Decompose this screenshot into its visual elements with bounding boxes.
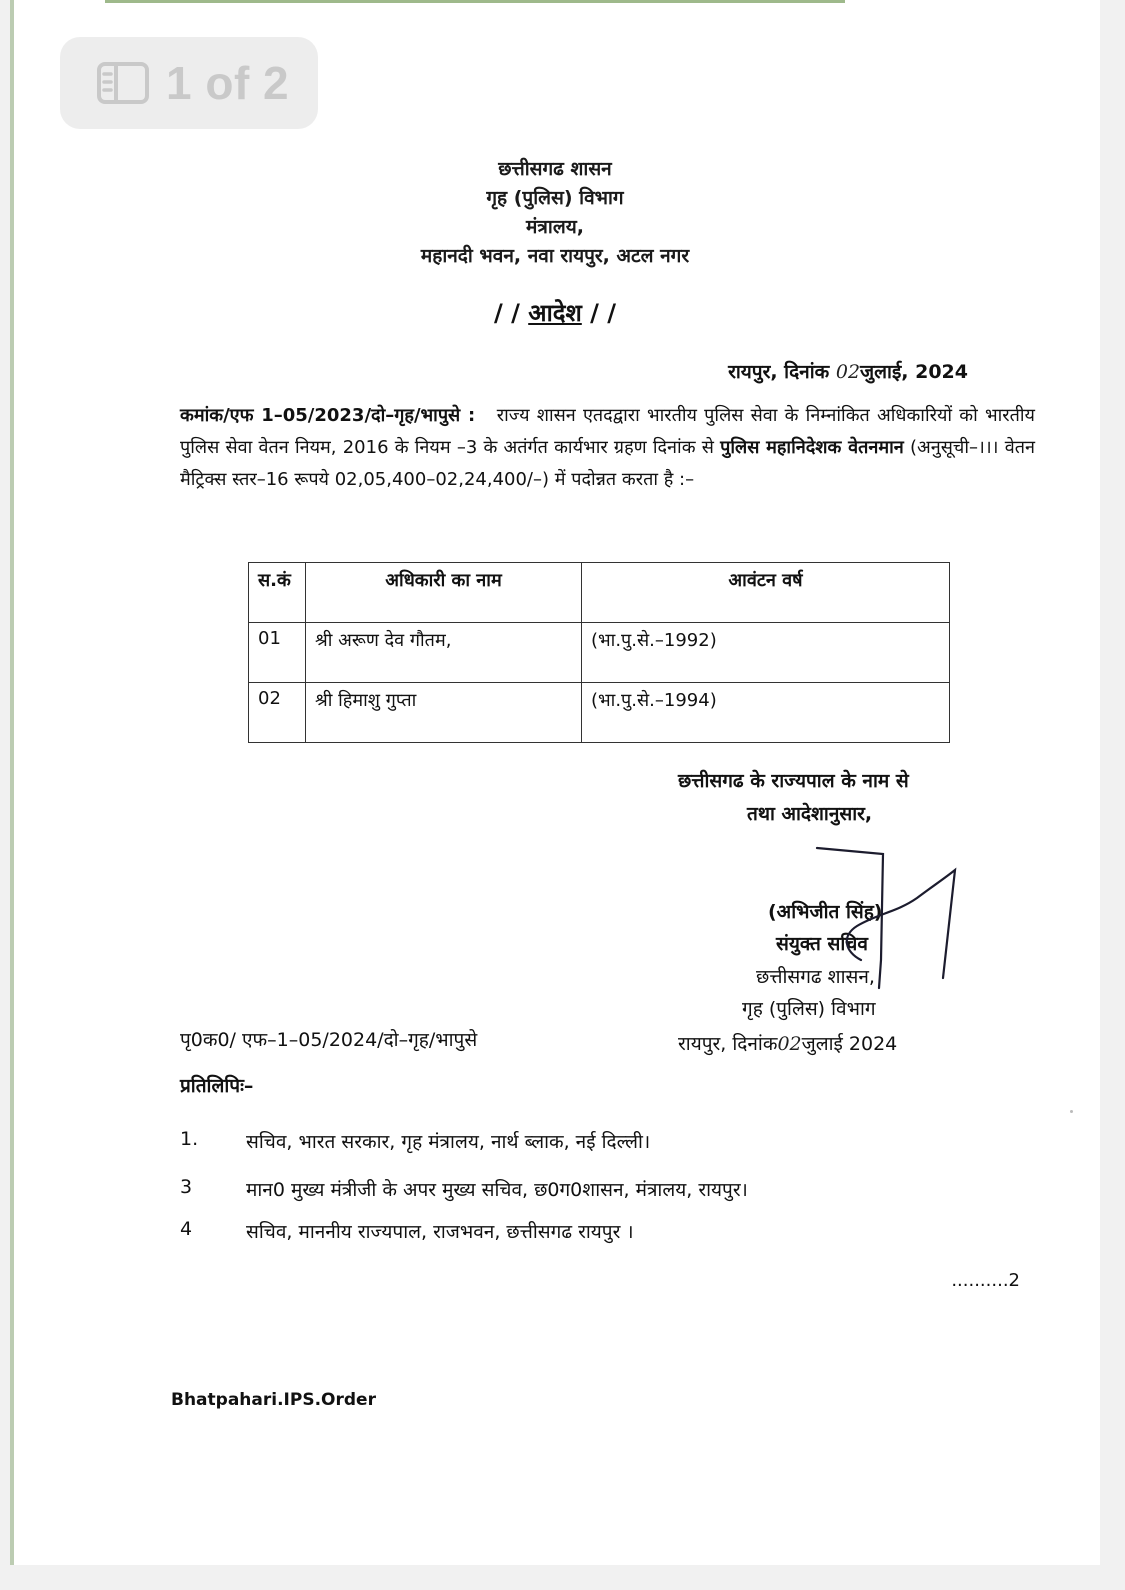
continued-marker: ..........2: [951, 1270, 1020, 1291]
handwritten-date: 02: [835, 361, 861, 383]
cell-year: (भा.पु.से.–1992): [582, 623, 950, 683]
page-indicator-text: 1 of 2: [166, 57, 290, 109]
signatory-designation: संयुक्त सचिव: [776, 933, 868, 955]
authority-line-1: छत्तीसगढ के राज्यपाल के नाम से: [678, 770, 909, 792]
order-ref-number: कमांक/एफ 1–05/2023/दो–गृह/भापुसे :: [180, 405, 476, 426]
cell-sn: 02: [249, 683, 306, 743]
document-page: [10, 0, 1100, 1565]
header-department: गृह (पुलिस) विभाग: [486, 187, 624, 209]
page-indicator[interactable]: [60, 37, 318, 129]
order-title: / / आदेश / /: [493, 299, 617, 327]
signatory-org: छत्तीसगढ शासन,: [756, 966, 875, 988]
table-row: [249, 623, 950, 683]
order-body: कमांक/एफ 1–05/2023/दो–गृह/भापुसे : राज्य शासन एतदद्वारा भारतीय पुलिस सेवा के निम्नांकित अधिकारियों को भारतीय पुलिस सेवा वेतन नियम, 2016 के नियम –3 के अतंर्गत कार्यभार ग्रहण दिनांक से पुलिस महानिदेशक वेतनमान (अनुसूची–।।। वेतन मैट्रिक्स स्तर–16 रूपये 02,05,400–02,24,400/–) में पदोन्नत करता है :–: [180, 405, 1035, 490]
signatory-dept: गृह (पुलिस) विभाग: [742, 998, 876, 1020]
cell-name: श्री हिमाशु गुप्ता: [306, 683, 582, 743]
cell-year: (भा.पु.से.–1994): [582, 683, 950, 743]
header-address: महानदी भवन, नवा रायपुर, अटल नगर: [420, 245, 690, 267]
copy-to-label: प्रतिलिपिः–: [180, 1075, 254, 1097]
signatory-name: (अभिजीत सिंह): [768, 901, 883, 923]
col-header-sn: स.कं: [249, 563, 306, 623]
authority-line-2: तथा आदेशानुसार,: [747, 803, 873, 825]
table-header-row: [249, 563, 950, 623]
cell-name: श्री अरूण देव गौतम,: [306, 623, 582, 683]
handwritten-date: 02: [777, 1033, 802, 1055]
col-header-name: अधिकारी का नाम: [306, 563, 582, 623]
endorsement-ref: पृ0क0/ एफ–1–05/2024/दो–गृह/भापुसे: [180, 1029, 478, 1051]
order-place-date: रायपुर, दिनांक 02जुलाई, 2024: [728, 361, 968, 383]
pay-scale: पुलिस महानिदेशक वेतनमान: [720, 437, 904, 458]
officers-table: [248, 562, 950, 743]
col-header-year: आवंटन वर्ष: [582, 563, 950, 623]
scan-speck: [1070, 1110, 1073, 1113]
table-row: [249, 683, 950, 743]
cell-sn: 01: [249, 623, 306, 683]
header-government: छत्तीसगढ शासन: [498, 158, 612, 180]
order-document: छत्तीसगढ शासन गृह (पुलिस) विभाग मंत्रालय, महानदी भवन, नवा रायपुर, अटल नगर / / आदेश / / रायपुर, दिनांक 02जुलाई, 2024 कमांक/एफ 1–05/2023/दो–गृह/भापुसे : राज्य शासन एतदद्वारा भारतीय पुलिस सेवा के निम्नांकित अधिकारियों को भारतीय पुलिस सेवा वेतन नियम, 2016 के नियम –3 के अतंर्गत कार्यभार ग्रहण दिनांक से पुलिस महानिदेशक वेतनमान (अनुसूची–।।। वेतन मैट्रिक्स स्तर–16 रूपये 02,05,400–02,24,400/–) में पदोन्नत करता है :– स.कं अधिकारी का नाम आवंटन वर्ष 01 श्री अरूण देव गौतम, (भा.पु.से.–1992) 02 श्री हिमाशु गुप्ता (भा.पु.से.–1994) छत्तीसगढ के राज्यपाल के नाम से तथा आदेशानुसार, (अभिजीत सिंह) संयुक्त सचिव छत्तीसगढ शासन, गृह (पुलिस) विभाग पृ0क0/ एफ–1–05/2024/दो–गृह/भापुसे रायपुर, दिनांक02जुलाई 2024 प्रतिलिपिः– 1. सचिव, भारत सरकार, गृह मंत्रालय, नार्थ ब्लाक, नई दिल्ली। 3 मान0 मुख्य मंत्रीजी के अपर मुख्य सचिव, छ0ग0शासन, मंत्रालय, रायपुर। 4 सचिव, माननीय राज्यपाल, राजभवन, छत्तीसगढ रायपुर । ..........2 Bhatpahari.IPS.Order: [10, 0, 1100, 1565]
signature-mark: [805, 840, 965, 990]
footer-tag: Bhatpahari.IPS.Order: [171, 1390, 376, 1410]
sidebar-icon: [96, 61, 150, 105]
header-ministry: मंत्रालय,: [526, 216, 584, 238]
endorsement-place-date: रायपुर, दिनांक02जुलाई 2024: [678, 1033, 898, 1055]
